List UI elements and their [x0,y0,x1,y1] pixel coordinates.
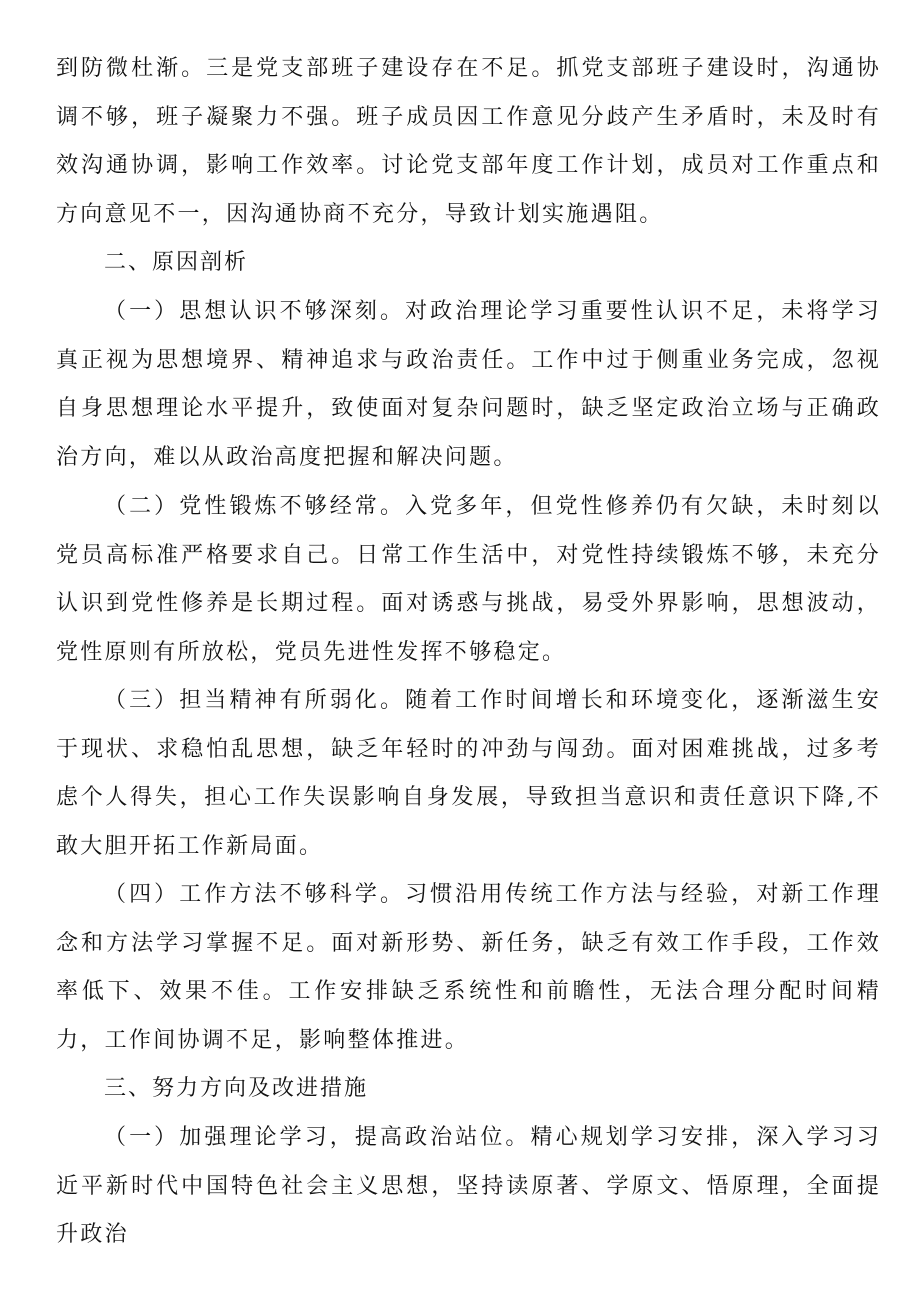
paragraph-cause-3: （三）担当精神有所弱化。随着工作时间增长和环境变化，逐渐滋生安于现状、求稳怕乱思想，缺乏年轻时的冲劲与闯劲。面对困难挑战，过多考虑个人得失，担心工作失误影响自身发展，导致担当意识和责任意识下降,不敢大胆开拓工作新局面。 [56,688,881,859]
paragraph-cause-1: （一）思想认识不够深刻。对政治理论学习重要性认识不足，未将学习真正视为思想境界、精神追求与政治责任。工作中过于侧重业务完成，忽视自身思想理论水平提升，致使面对复杂问题时，缺乏坚定政治立场与正确政治方向，难以从政治高度把握和解决问题。 [56,299,881,470]
section-heading-improvement-measures: 三、努力方向及改进措施 [104,1076,369,1101]
paragraph-continuation: 到防微杜渐。三是党支部班子建设存在不足。抓党支部班子建设时，沟通协调不够，班子凝聚力不强。班子成员因工作意见分歧产生矛盾时，未及时有效沟通协调，影响工作效率。讨论党支部年度工作计划，成员对工作重点和方向意见不一，因沟通协商不充分，导致计划实施遇阻。 [56,56,881,227]
paragraph-measure-1: （一）加强理论学习，提高政治站位。精心规划学习安排，深入学习习近平新时代中国特色社会主义思想，坚持读原著、学原文、悟原理，全面提升政治 [56,1125,881,1248]
paragraph-cause-2: （二）党性锻炼不够经常。入党多年，但党性修养仍有欠缺，未时刻以党员高标准严格要求自己。日常工作生活中，对党性持续锻炼不够，未充分认识到党性修养是长期过程。面对诱惑与挑战，易受外界影响，思想波动，党性原则有所放松，党员先进性发挥不够稳定。 [56,494,881,665]
section-heading-cause-analysis: 二、原因剖析 [104,250,249,275]
paragraph-cause-4: （四）工作方法不够科学。习惯沿用传统工作方法与经验，对新工作理念和方法学习掌握不足。面对新形势、新任务，缺乏有效工作手段，工作效率低下、效果不佳。工作安排缺乏系统性和前瞻性，无法合理分配时间精力，工作间协调不足，影响整体推进。 [56,882,881,1053]
